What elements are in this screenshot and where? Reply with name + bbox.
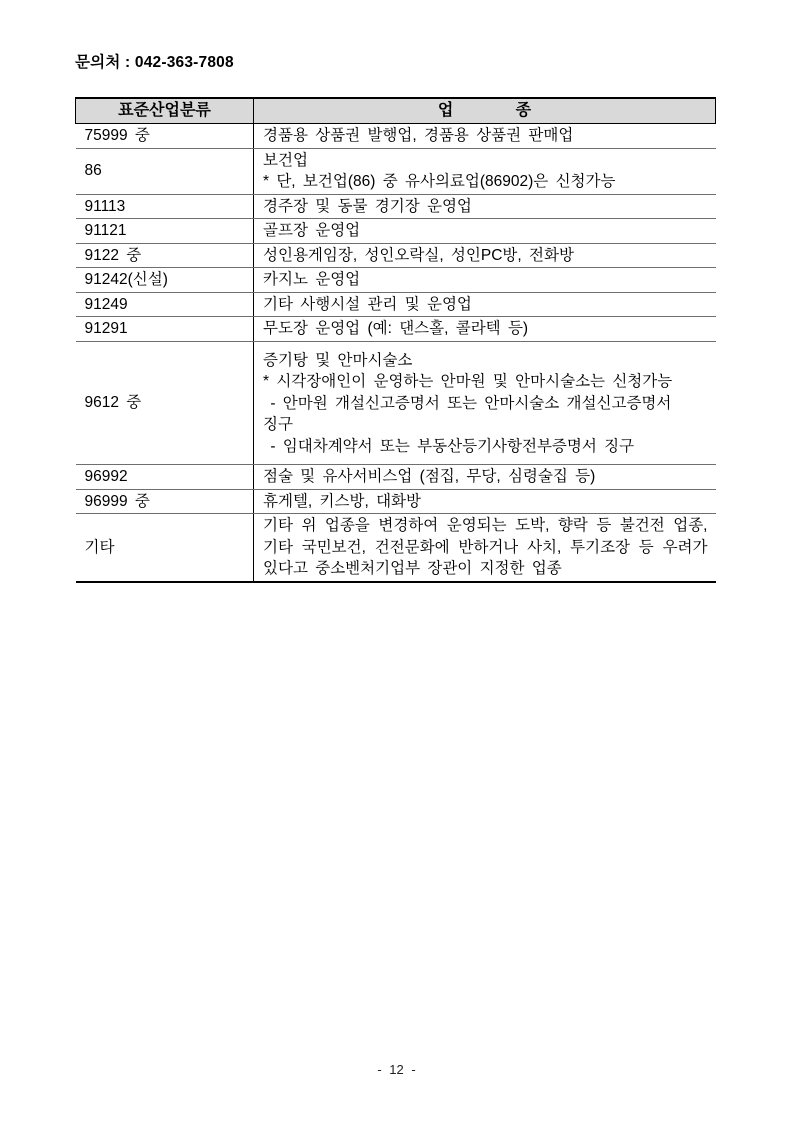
desc-line: - 안마원 개설신고증명서 또는 안마시술소 개설신고증명서 징구 [263,394,679,433]
table-row [76,148,716,194]
desc-cell [254,219,716,244]
table-header-row [76,98,716,124]
code-cell: 86 [76,148,254,194]
industry-table [75,97,716,583]
desc-line: 경품용 상품권 발행업, 경품용 상품권 판매업 [263,127,574,144]
header-industry-code: 표준산업분류 [76,98,254,124]
table-row [76,514,716,582]
desc-line: * 시각장애인이 운영하는 안마원 및 안마시술소는 신청가능 [263,373,673,390]
desc-line: - 임대차계약서 또는 부동산등기사항전부증명서 징구 [263,437,635,455]
desc-line: 기타 사행시설 관리 및 운영업 [263,295,472,313]
desc-line: 카지노 운영업 [263,271,361,288]
desc-line: 휴게텔, 키스방, 대화방 [263,492,421,510]
desc-cell [254,292,716,317]
desc-line: 기타 위 업종을 변경하여 운영되는 도박, 향락 등 불건전 업종, 기타 국민보건, 건전문화에 반하거나 사치, 투기조장 등 우려가 있다고 중소벤처기업부 장관이 지정한 업종 [263,517,708,577]
desc-cell [254,268,716,293]
code-cell: 91242(신설) [76,268,254,293]
code-cell: 91113 [76,194,254,219]
desc-line: 무도장 운영업 (예: 댄스홀, 콜라텍 등) [263,320,529,337]
code-cell: 9612 중 [76,341,254,465]
desc-cell [254,514,716,582]
code-cell: 96992 [76,465,254,490]
desc-line: 골프장 운영업 [263,222,361,239]
desc-cell [254,465,716,490]
header-business-type: 업 종 [254,98,716,124]
code-cell: 96999 중 [76,489,254,514]
table-row [76,317,716,342]
code-cell: 9122 중 [76,243,254,268]
desc-line: 점술 및 유사서비스업 (점집, 무당, 심령술집 등) [263,468,596,485]
table-row [76,465,716,490]
desc-cell [254,124,716,149]
desc-line: * 단, 보건업(86) 중 유사의료업(86902)은 신청가능 [263,173,616,190]
table-row [76,219,716,244]
code-cell: 75999 중 [76,124,254,149]
table-row [76,194,716,219]
table-row [76,489,716,514]
table-row [76,243,716,268]
industry-table-body [76,124,716,582]
desc-line: 성인용게임장, 성인오락실, 성인PC방, 전화방 [263,246,574,264]
desc-cell [254,317,716,342]
table-row [76,292,716,317]
table-row [76,124,716,149]
page-number: - 12 - [377,1062,416,1077]
desc-cell [254,194,716,219]
table-row [76,268,716,293]
desc-cell [254,489,716,514]
code-cell: 91291 [76,317,254,342]
contact-info: 문의처 : 042-363-7808 [75,54,234,71]
desc-line: 경주장 및 동물 경기장 운영업 [263,197,472,215]
desc-line: 증기탕 및 안마시술소 [263,351,413,369]
desc-cell [254,341,716,465]
desc-line: 보건업 [263,151,308,169]
code-cell: 91249 [76,292,254,317]
code-cell: 91121 [76,219,254,244]
desc-cell [254,243,716,268]
table-row [76,341,716,465]
desc-cell [254,148,716,194]
code-cell: 기타 [76,514,254,582]
